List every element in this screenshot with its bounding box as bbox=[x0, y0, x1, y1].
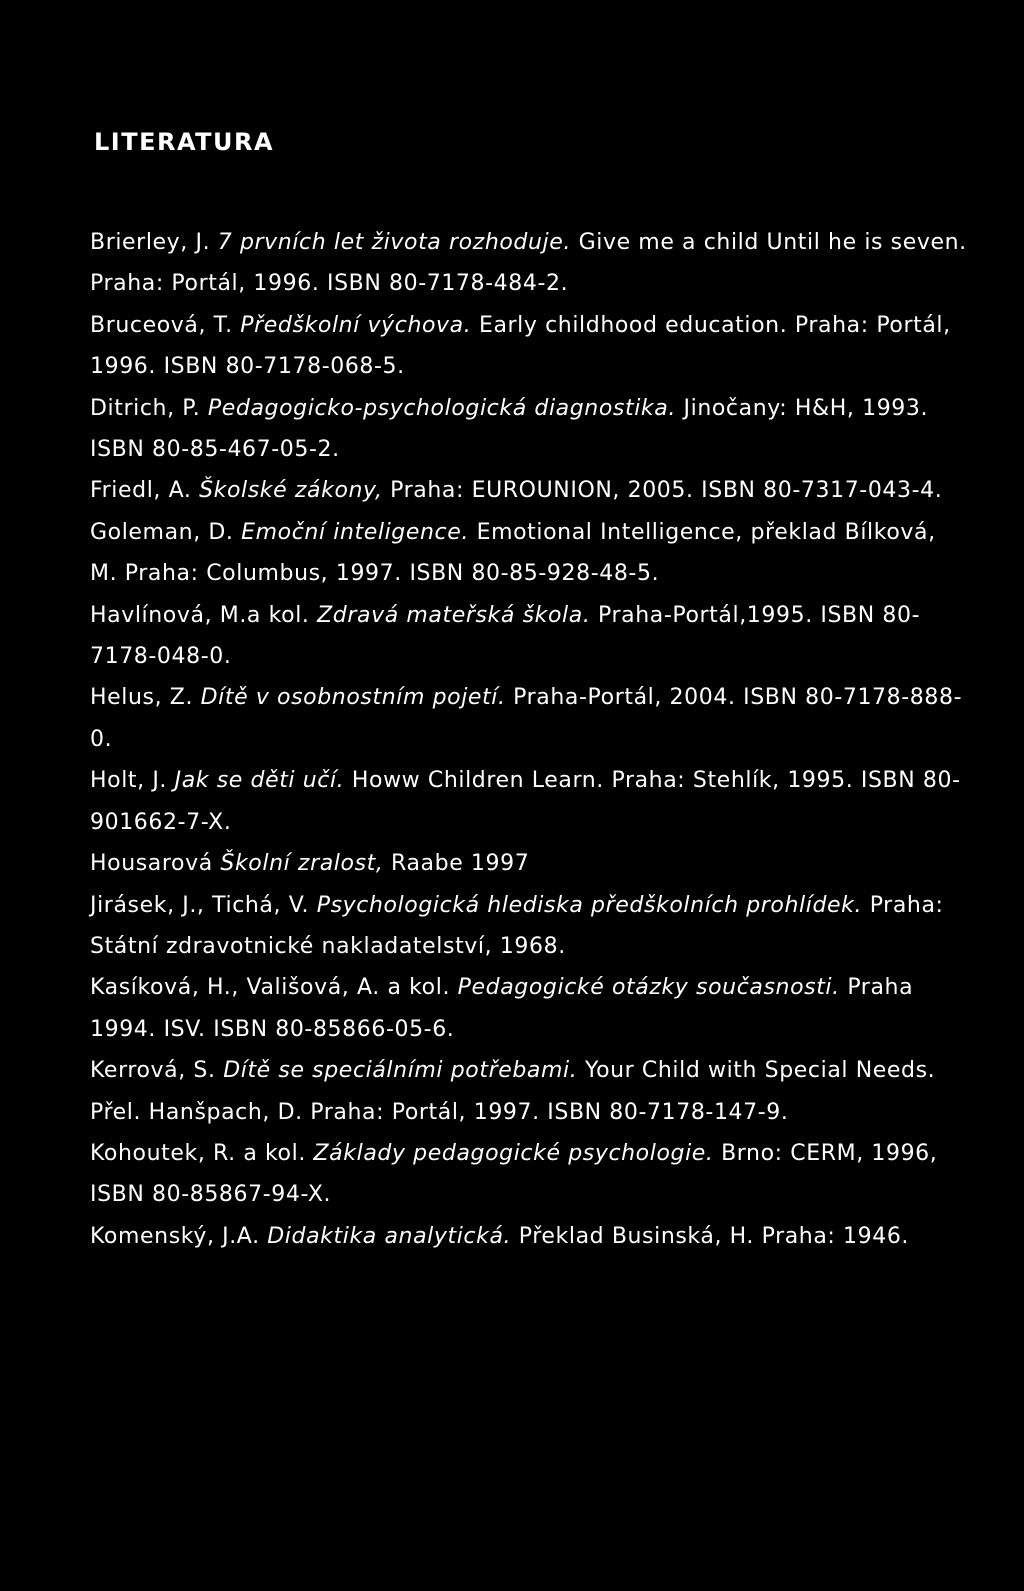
entry-title: Zdravá mateřská škola. bbox=[317, 602, 591, 628]
entry-author: Goleman, D. bbox=[90, 519, 242, 545]
entry-details: Praha-Portál,1995. ISBN 80-7178-048-0. bbox=[90, 602, 921, 670]
entry-author: Havlínová, M.a kol. bbox=[90, 602, 318, 628]
entry-author: Komenský, J.A. bbox=[90, 1223, 268, 1249]
entry-title: Didaktika analytická. bbox=[267, 1223, 512, 1249]
entry-details: Raabe 1997 bbox=[383, 851, 530, 877]
entry-author: Kohoutek, R. a kol. bbox=[90, 1140, 314, 1166]
entry-author: Brierley, J. bbox=[90, 230, 218, 255]
entry-author: Helus, Z. bbox=[90, 685, 201, 711]
entry-title: Pedagogické otázky současnosti. bbox=[457, 975, 840, 1001]
entry-title: Dítě v osobnostním pojetí. bbox=[200, 685, 506, 711]
entry-details: Brno: CERM, 1996, ISBN 80-85867-94-X. bbox=[90, 1140, 938, 1208]
entry-author: Friedl, A. bbox=[90, 478, 200, 504]
bibliography-entry-ditrich bbox=[90, 388, 970, 471]
page-title: LITERATURA bbox=[94, 128, 275, 156]
entry-details: Emotional Intelligence, překlad Bílková, M. Praha: Columbus, 1997. ISBN 80-85-928-48-5. bbox=[90, 519, 936, 587]
entry-author: Housarová bbox=[90, 851, 221, 877]
bibliography-entry-kohoutek bbox=[90, 1133, 970, 1216]
entry-title: Školní zralost, bbox=[220, 851, 384, 877]
bibliography-entry-helus bbox=[90, 677, 970, 760]
entry-details: Překlad Businská, H. Praha: 1946. bbox=[511, 1223, 910, 1249]
entry-title: Školské zákony, bbox=[199, 478, 383, 504]
entry-details: Praha-Portál, 2004. ISBN 80-7178-888-0. bbox=[90, 685, 963, 752]
bibliography-entry-kerrova bbox=[90, 1050, 970, 1133]
entry-title: 7 prvních let života rozhoduje. bbox=[217, 230, 571, 255]
entry-details: Jinočany: H&H, 1993. ISBN 80-85-467-05-2. bbox=[90, 395, 929, 463]
bibliography-entry-goleman bbox=[90, 512, 970, 595]
bibliography-entry-holt bbox=[90, 760, 970, 843]
bibliography-entry-havlinova bbox=[90, 595, 970, 678]
bibliography-entry-komensky bbox=[90, 1216, 970, 1257]
entry-author: Jirásek, J., Tichá, V. bbox=[90, 892, 317, 918]
entry-details: Early childhood education. Praha: Portál, 1996. ISBN 80-7178-068-5. bbox=[90, 312, 951, 380]
bibliography-entry-kasikova bbox=[90, 967, 970, 1050]
bibliography-list bbox=[90, 222, 970, 1257]
entry-author: Bruceová, T. bbox=[90, 312, 241, 338]
bibliography-entry-jirasek bbox=[90, 885, 970, 968]
bibliography-entry-bruceova bbox=[90, 305, 970, 388]
entry-details: Give me a child Until he is seven. Praha: Portál, 1996. ISBN 80-7178-484-2. bbox=[90, 230, 967, 297]
entry-title: Předškolní výchova. bbox=[240, 312, 472, 338]
entry-author: Kasíková, H., Vališová, A. a kol. bbox=[90, 975, 458, 1001]
entry-title: Dítě se speciálními potřebami. bbox=[223, 1058, 578, 1084]
entry-author: Holt, J. bbox=[90, 768, 175, 794]
entry-details: Howw Children Learn. Praha: Stehlík, 1995. ISBN 80-901662-7-X. bbox=[90, 768, 961, 835]
entry-title: Psychologická hlediska předškolních prohlídek. bbox=[316, 892, 863, 918]
entry-author: Kerrová, S. bbox=[90, 1058, 224, 1084]
entry-title: Základy pedagogické psychologie. bbox=[313, 1140, 714, 1166]
entry-author: Ditrich, P. bbox=[90, 395, 208, 421]
bibliography-entry-friedl bbox=[90, 470, 970, 511]
entry-details: Praha 1994. ISV. ISBN 80-85866-05-6. bbox=[90, 975, 914, 1042]
entry-details: Praha: Státní zdravotnické nakladatelství, 1968. bbox=[90, 892, 944, 959]
bibliography-entry-housarova bbox=[90, 843, 970, 884]
entry-title: Jak se děti učí. bbox=[174, 768, 345, 794]
entry-details: Praha: EUROUNION, 2005. ISBN 80-7317-043-4. bbox=[382, 478, 943, 504]
entry-details: Your Child with Special Needs. Přel. Hanšpach, D. Praha: Portál, 1997. ISBN 80-7178-147-9. bbox=[90, 1058, 936, 1125]
entry-title: Pedagogicko-psychologická diagnostika. bbox=[207, 395, 676, 421]
entry-title: Emoční inteligence. bbox=[241, 519, 469, 545]
bibliography-entry-brierley bbox=[90, 222, 970, 305]
